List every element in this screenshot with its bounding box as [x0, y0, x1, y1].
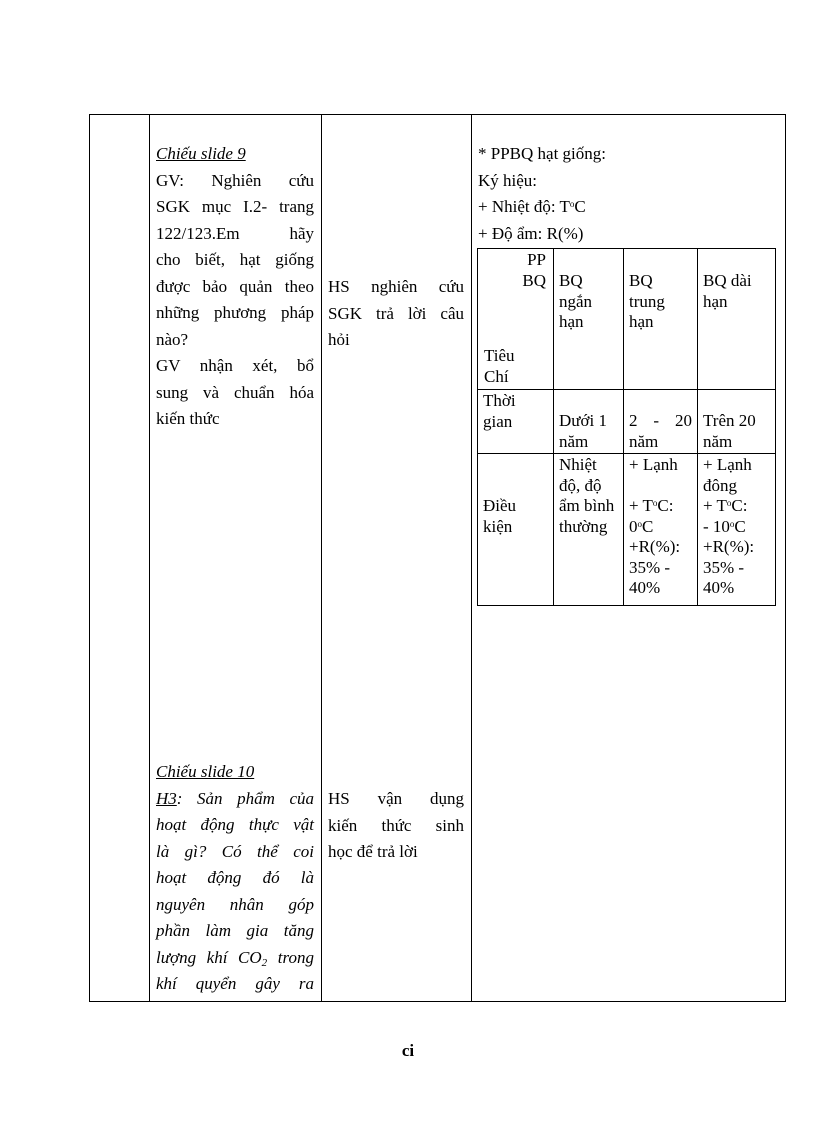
gv-line: sung và chuẩn hóa [156, 382, 314, 402]
h3-line-co2: lượng khí $CO_2$ trong [156, 947, 314, 969]
time-long-term: Trên 20 năm [698, 390, 776, 454]
symbols-label: Ký hiệu: [478, 170, 538, 190]
student-activity-cell-h3 [328, 786, 464, 866]
gv-line: GV: Nghiên cứu [156, 170, 314, 190]
humidity-symbol: + Độ ẩm: R(%) [478, 223, 584, 243]
teacher-activity-cell-h3 [156, 759, 314, 998]
time-short-term: Dưới 1 năm [554, 390, 624, 454]
h3-line: hoạt động thực vật [156, 815, 314, 834]
column-divider [321, 115, 322, 1001]
gv-line: nào? [156, 329, 189, 349]
h3-line: phần làm gia tăng [156, 921, 314, 940]
row-label-time: Thời gian [478, 390, 554, 454]
storage-methods-table [477, 248, 776, 606]
conditions-long-term: + Lạnh đông + $T^oC$: - $10^oC$ +R(%): 35% - 40% [698, 454, 776, 606]
slide-10-heading: Chiếu slide 10 [156, 762, 255, 781]
h3-line: khí quyển gây ra [156, 974, 314, 993]
corner-header-cell: PP BQ Tiêu Chí [478, 249, 554, 390]
gv-line: 122/123.Em hãy [156, 223, 314, 243]
h3-line: là gì? Có thể coi [156, 841, 314, 861]
student-activity-cell [328, 274, 464, 354]
teacher-activity-cell [156, 141, 314, 433]
column-divider [149, 115, 150, 1001]
h3-line: H3: Sản phẩm của [156, 788, 314, 808]
header-short-term: BQ ngắn hạn [554, 249, 624, 390]
hs-line: HS vận dụng [328, 789, 464, 808]
hs-line: hỏi [328, 330, 350, 349]
gv-line: cho biết, hạt giống [156, 250, 314, 269]
conditions-medium-term: + Lạnh + $T^oC$: $0^oC$ +R(%): 35% - 40% [624, 454, 698, 606]
content-heading: * PPBQ hạt giống: [478, 144, 606, 163]
gv-line: những phương pháp [156, 303, 314, 322]
time-medium-term: 2 - 20 năm [624, 390, 698, 454]
conditions-short-term: Nhiệt độ, độ ẩm bình thường [554, 454, 624, 606]
header-medium-term: BQ trung hạn [624, 249, 698, 390]
gv-line: SGK mục I.2- trang [156, 197, 314, 216]
content-cell [478, 141, 778, 247]
h3-line: hoạt động đó là [156, 868, 314, 887]
h3-label: H3 [156, 788, 177, 808]
row-label-conditions: Điều kiện [478, 454, 554, 606]
page-number: ci [401, 1041, 415, 1060]
hs-line: kiến thức sinh [328, 815, 464, 835]
column-divider [471, 115, 472, 1001]
h3-line: nguyên nhân góp [156, 894, 314, 914]
hs-line: HS nghiên cứu [328, 277, 464, 296]
hs-line: học để trả lời [328, 842, 418, 861]
gv-line: kiến thức [156, 409, 220, 428]
hs-line: SGK trả lời câu [328, 303, 464, 323]
slide-9-heading: Chiếu slide 9 [156, 144, 246, 163]
gv-line: GV nhận xét, bổ [156, 356, 314, 375]
gv-line: được bảo quản theo [156, 276, 314, 296]
temperature-symbol: + Nhiệt độ: $T^oC$ [478, 197, 586, 216]
header-long-term: BQ dài hạn [698, 249, 776, 390]
